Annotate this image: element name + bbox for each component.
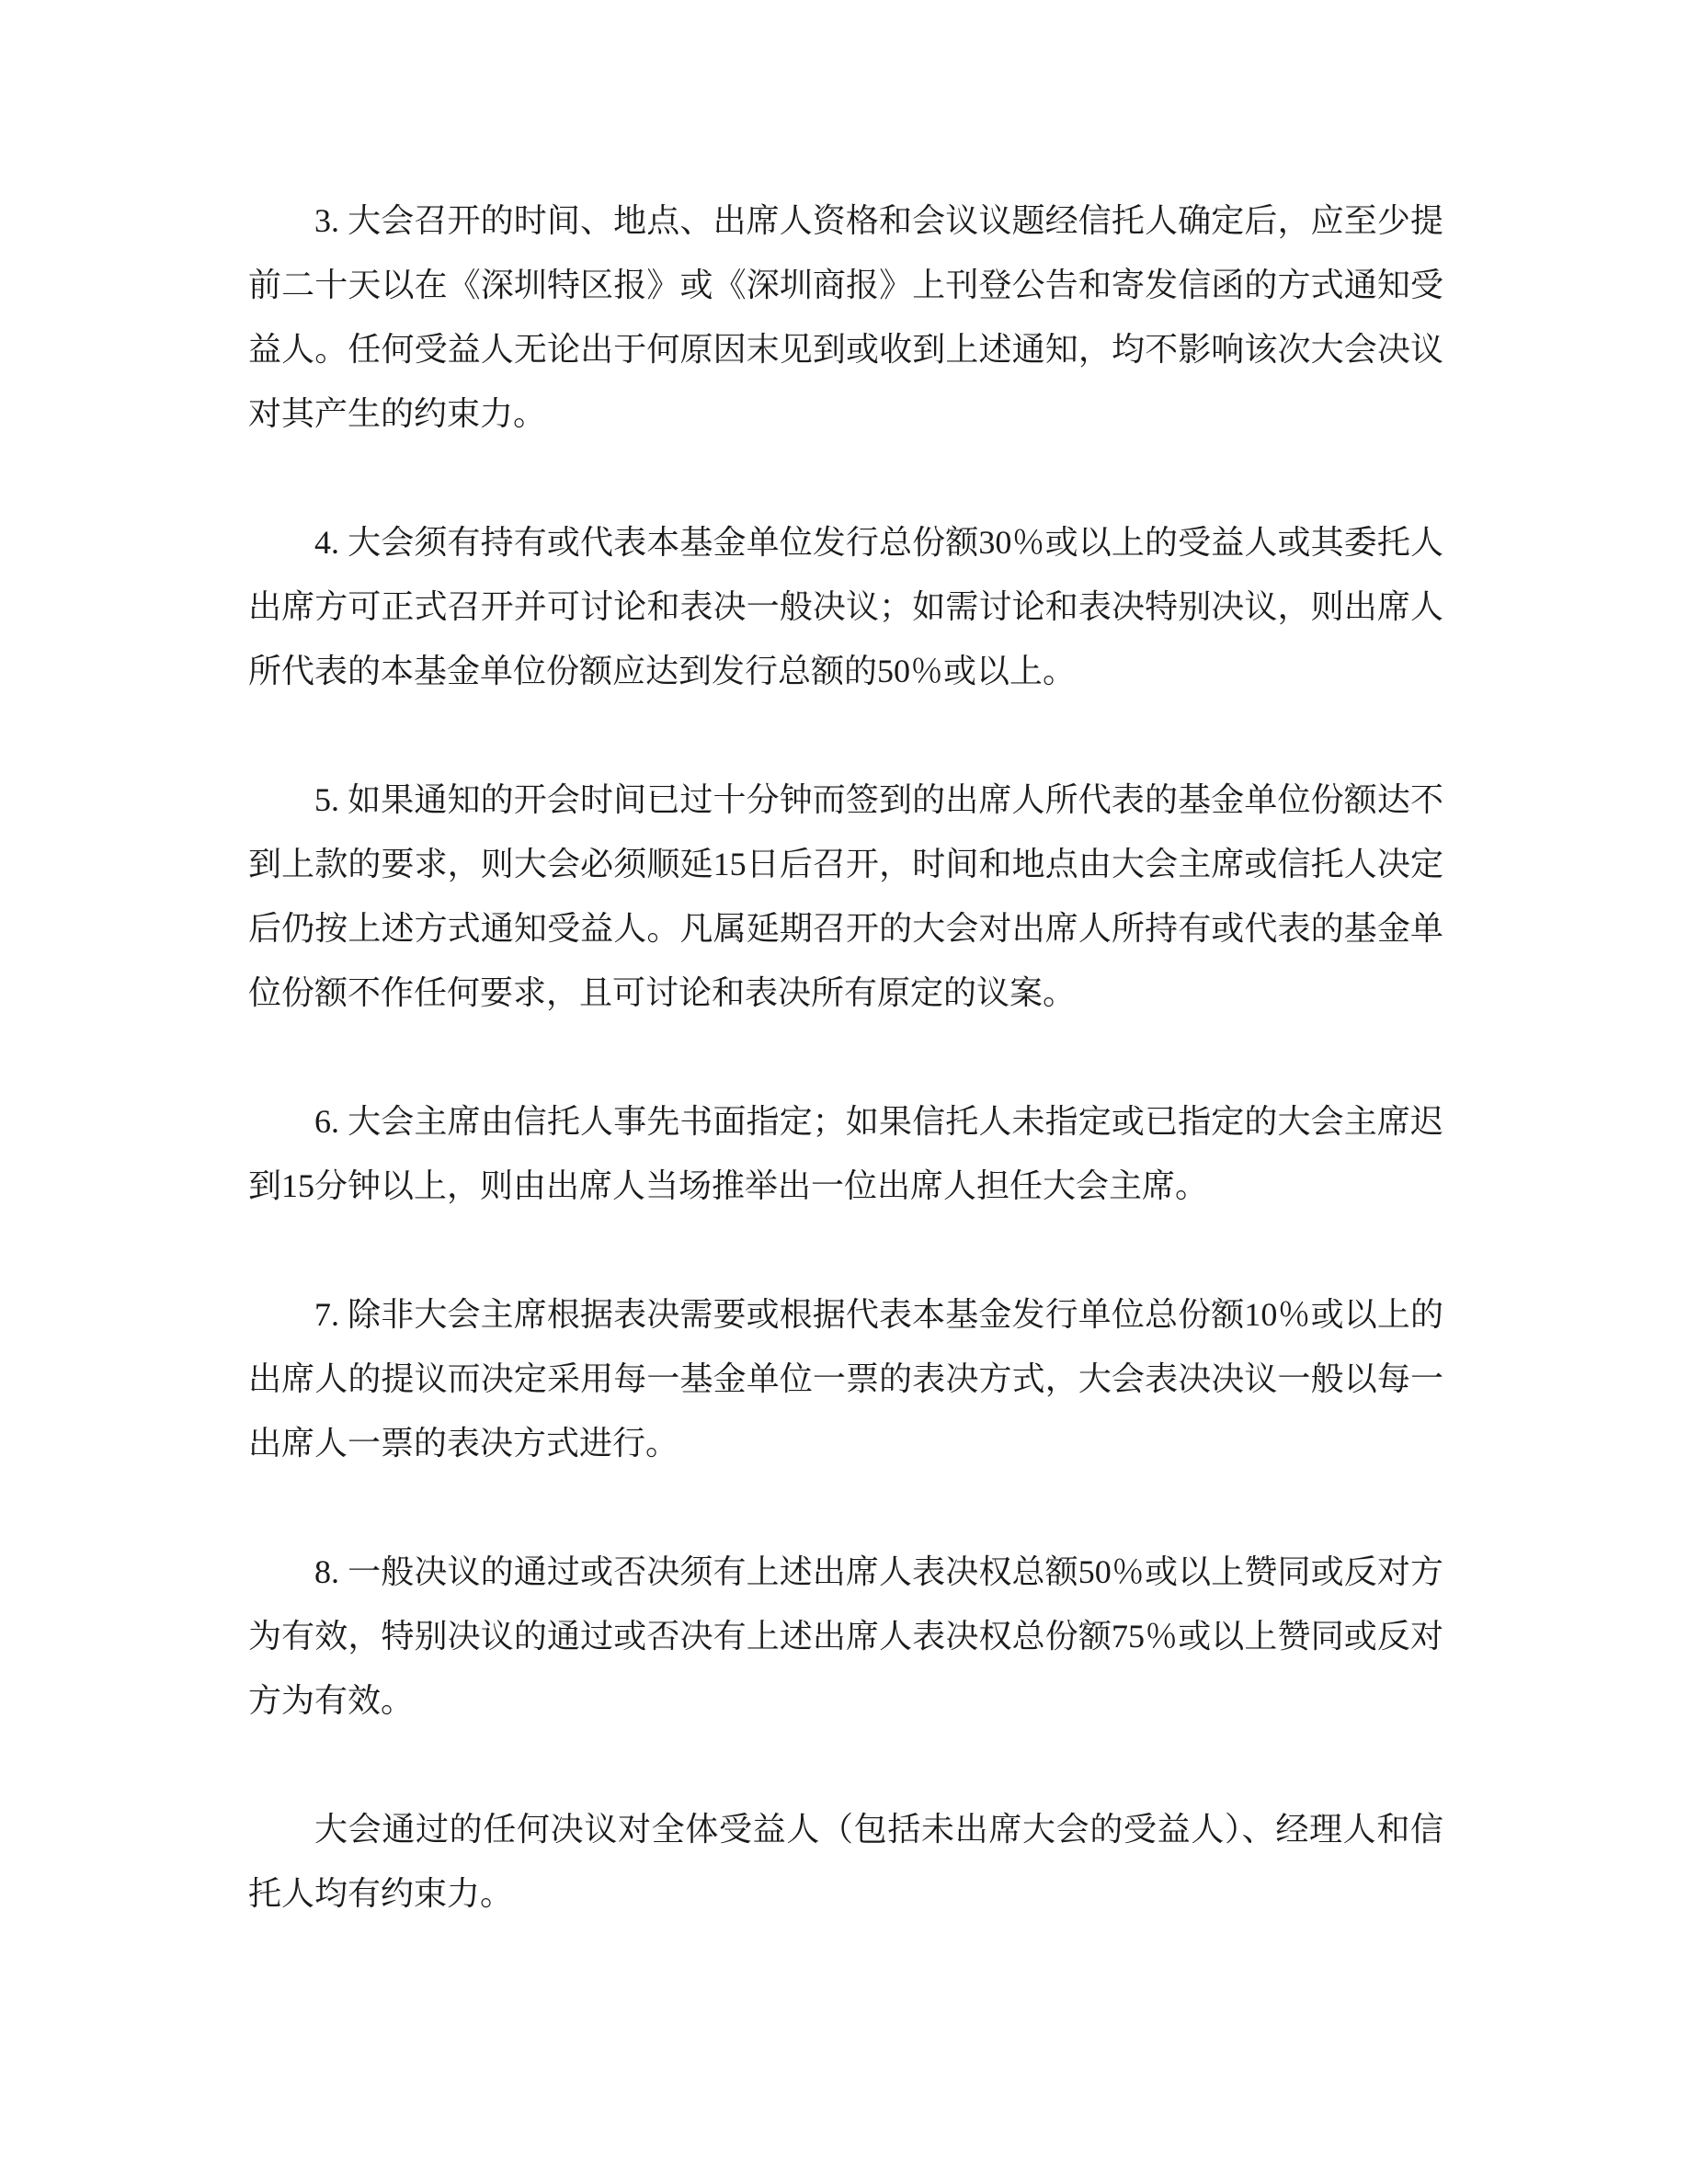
text-line: 托人均有约束力。 [248,1875,514,1912]
text-line: 6. 大会主席由信托人事先书面指定；如果信托人未指定或已指定的大会主席迟 [314,1103,1443,1140]
paragraph-clause-8 [248,1540,1443,1733]
document-text-block [248,188,1443,1990]
text-line: 3. 大会召开的时间、地点、出席人资格和会议议题经信托人确定后，应至少提 [314,202,1443,239]
text-line: 大会通过的任何决议对全体受益人（包括未出席大会的受益人）、经理人和信 [314,1811,1443,1848]
text-line: 出席方可正式召开并可讨论和表决一般决议；如需讨论和表决特别决议，则出席人 [248,588,1443,625]
text-line: 5. 如果通知的开会时间已过十分钟而签到的出席人所代表的基金单位份额达不 [314,781,1443,818]
text-line: 对其产生的约束力。 [248,395,547,432]
paragraph-clause-3 [248,188,1443,446]
paragraph-clause-5 [248,768,1443,1025]
paragraph-closing [248,1797,1443,1926]
text-line: 出席人一票的表决方式进行。 [248,1425,679,1462]
text-line: 所代表的本基金单位份额应达到发行总额的50％或以上。 [248,653,1077,689]
text-line: 后仍按上述方式通知受益人。凡属延期召开的大会对出席人所持有或代表的基金单 [248,910,1443,947]
text-line: 为有效，特别决议的通过或否决有上述出席人表决权总份额75％或以上赞同或反对 [248,1618,1443,1655]
text-line: 4. 大会须有持有或代表本基金单位发行总份额30％或以上的受益人或其委托人 [314,524,1443,561]
paragraph-clause-4 [248,510,1443,703]
text-line: 益人。任何受益人无论出于何原因末见到或收到上述通知，均不影响该次大会决议 [248,331,1443,368]
paragraph-clause-6 [248,1089,1443,1218]
text-line: 出席人的提议而决定采用每一基金单位一票的表决方式，大会表决决议一般以每一 [248,1360,1443,1397]
text-line: 位份额不作任何要求，且可讨论和表决所有原定的议案。 [248,974,1077,1011]
paragraph-clause-7 [248,1282,1443,1475]
text-line: 到上款的要求，则大会必须顺延15日后召开，时间和地点由大会主席或信托人决定 [248,846,1443,882]
text-line: 前二十天以在《深圳特区报》或《深圳商报》上刊登公告和寄发信函的方式通知受 [248,267,1443,303]
text-line: 到15分钟以上，则由出席人当场推举出一位出席人担任大会主席。 [248,1167,1209,1204]
text-line: 方为有效。 [248,1682,415,1719]
text-line: 7. 除非大会主席根据表决需要或根据代表本基金发行单位总份额10％或以上的 [314,1296,1443,1333]
text-line: 8. 一般决议的通过或否决须有上述出席人表决权总额50％或以上赞同或反对方 [314,1553,1443,1590]
